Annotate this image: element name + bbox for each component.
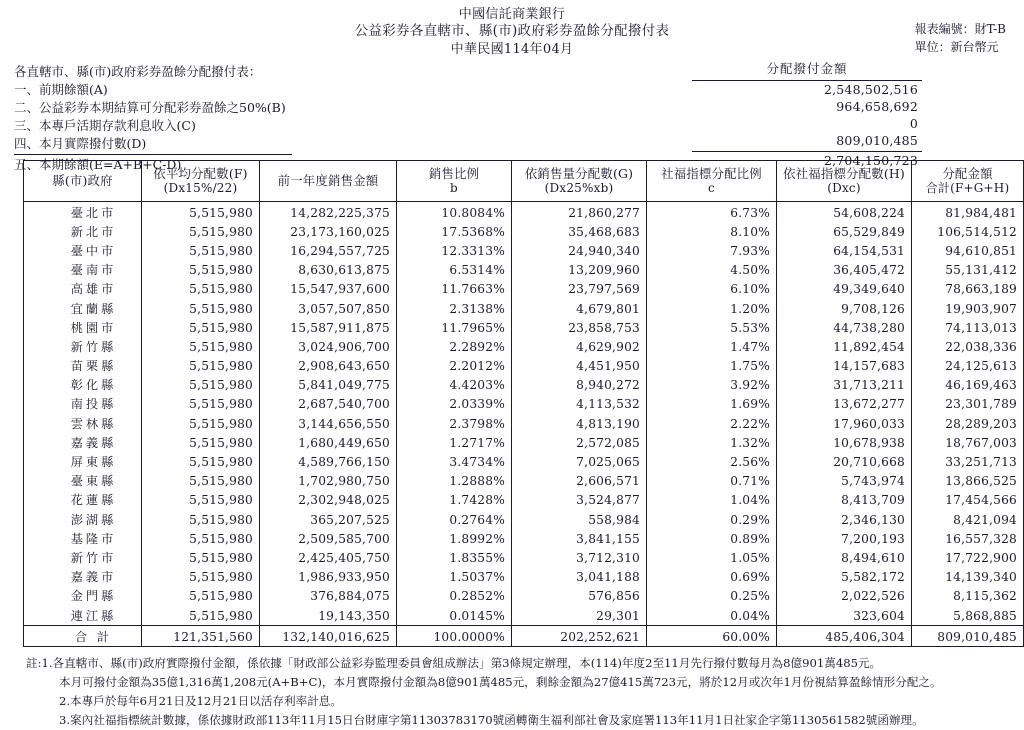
cell-welfare-ratio: 0.25% bbox=[647, 587, 777, 606]
cell-welfare-alloc: 7,200,193 bbox=[777, 529, 912, 548]
table-total-row bbox=[24, 626, 1024, 647]
cell-prev-sales: 3,024,906,700 bbox=[260, 337, 397, 356]
cell-total-amount: 74,113,013 bbox=[912, 318, 1024, 337]
report-title: 公益彩券各直轄市、縣(市)政府彩券盈餘分配撥付表 bbox=[354, 23, 670, 40]
cell-sales-ratio: 2.0339% bbox=[397, 395, 512, 414]
cell-total-amount: 16,557,328 bbox=[912, 529, 1024, 548]
cell-average-alloc: 5,515,980 bbox=[142, 549, 260, 568]
summary-amount-column bbox=[692, 60, 922, 171]
cell-sales-ratio: 1.7428% bbox=[397, 491, 512, 510]
cell-city: 臺中市 bbox=[24, 242, 142, 261]
cell-average-alloc: 5,515,980 bbox=[142, 491, 260, 510]
cell-total-amount: 78,663,189 bbox=[912, 280, 1024, 299]
table-row bbox=[24, 433, 1024, 452]
cell-average-alloc: 5,515,980 bbox=[142, 280, 260, 299]
cell-total-amount: 55,131,412 bbox=[912, 261, 1024, 280]
cell-prev-sales: 15,547,937,600 bbox=[260, 280, 397, 299]
table-row bbox=[24, 568, 1024, 587]
table-row bbox=[24, 491, 1024, 510]
cell-city: 基隆市 bbox=[24, 529, 142, 548]
cell-sales-alloc: 4,113,532 bbox=[512, 395, 647, 414]
cell-welfare-alloc: 64,154,531 bbox=[777, 242, 912, 261]
cell-welfare-alloc: 14,157,683 bbox=[777, 357, 912, 376]
summary-intro: 各直轄市、縣(市)政府彩券盈餘分配撥付表： bbox=[14, 64, 262, 80]
cell-total-amount: 17,454,566 bbox=[912, 491, 1024, 510]
cell-welfare-ratio: 8.10% bbox=[647, 222, 777, 241]
cell-prev-sales: 19,143,350 bbox=[260, 606, 397, 626]
cell-sales-ratio: 17.5368% bbox=[397, 222, 512, 241]
table-row bbox=[24, 202, 1024, 223]
cell-average-alloc: 5,515,980 bbox=[142, 472, 260, 491]
col-header-welfare-alloc-title: 依社福指標分配數(H) bbox=[783, 165, 905, 181]
cell-total-amount: 13,866,525 bbox=[912, 472, 1024, 491]
cell-sales-ratio: 2.3798% bbox=[397, 414, 512, 433]
cell-city: 高雄市 bbox=[24, 280, 142, 299]
cell-average-alloc: 5,515,980 bbox=[142, 414, 260, 433]
cell-welfare-alloc: 5,582,172 bbox=[777, 568, 912, 587]
cell-city: 雲林縣 bbox=[24, 414, 142, 433]
cell-sales-alloc: 7,025,065 bbox=[512, 453, 647, 472]
table-row bbox=[24, 299, 1024, 318]
cell-welfare-ratio: 0.71% bbox=[647, 472, 777, 491]
cell-welfare-alloc: 17,960,033 bbox=[777, 414, 912, 433]
table-row bbox=[24, 453, 1024, 472]
cell-average-alloc: 5,515,980 bbox=[142, 242, 260, 261]
cell-average-alloc: 5,515,980 bbox=[142, 202, 260, 223]
cell-prev-sales: 365,207,525 bbox=[260, 510, 397, 529]
cell-prev-sales: 1,986,933,950 bbox=[260, 568, 397, 587]
table-row bbox=[24, 280, 1024, 299]
cell-sales-alloc: 2,572,085 bbox=[512, 433, 647, 452]
cell-welfare-alloc: 20,710,668 bbox=[777, 453, 912, 472]
table-row bbox=[24, 395, 1024, 414]
cell-welfare-ratio: 6.73% bbox=[647, 202, 777, 223]
cell-average-alloc: 5,515,980 bbox=[142, 529, 260, 548]
col-header-sales-ratio-title: 銷售比例 bbox=[428, 165, 480, 181]
cell-city: 嘉義縣 bbox=[24, 433, 142, 452]
cell-prev-sales: 2,908,643,650 bbox=[260, 357, 397, 376]
cell-sales-alloc: 4,813,190 bbox=[512, 414, 647, 433]
cell-total-amount: 23,301,789 bbox=[912, 395, 1024, 414]
cell-welfare-ratio: 0.04% bbox=[647, 606, 777, 626]
cell-welfare-alloc: 49,349,640 bbox=[777, 280, 912, 299]
allocation-table bbox=[23, 160, 1024, 647]
cell-welfare-ratio: 4.50% bbox=[647, 261, 777, 280]
cell-sales-ratio: 3.4734% bbox=[397, 453, 512, 472]
cell-sales-alloc: 23,858,753 bbox=[512, 318, 647, 337]
col-header-sales-alloc bbox=[512, 161, 647, 202]
cell-average-alloc: 5,515,980 bbox=[142, 453, 260, 472]
cell-welfare-alloc: 65,529,849 bbox=[777, 222, 912, 241]
cell-total-amount: 18,767,003 bbox=[912, 433, 1024, 452]
cell-city: 桃園市 bbox=[24, 318, 142, 337]
cell-welfare-ratio: 1.75% bbox=[647, 357, 777, 376]
cell-welfare-alloc: 2,346,130 bbox=[777, 510, 912, 529]
summary-amount-c: 0 bbox=[909, 115, 918, 131]
summary-amount-b: 964,658,692 bbox=[836, 98, 918, 114]
cell-city: 臺東縣 bbox=[24, 472, 142, 491]
cell-sales-alloc: 4,451,950 bbox=[512, 357, 647, 376]
table-row bbox=[24, 529, 1024, 548]
cell-average-alloc: 5,515,980 bbox=[142, 606, 260, 626]
cell-sales-alloc: 3,041,188 bbox=[512, 568, 647, 587]
cell-welfare-ratio: 6.10% bbox=[647, 280, 777, 299]
table-row bbox=[24, 318, 1024, 337]
table-row bbox=[24, 376, 1024, 395]
table-row bbox=[24, 337, 1024, 356]
cell-total-amount: 22,038,336 bbox=[912, 337, 1024, 356]
cell-welfare-alloc: 36,405,472 bbox=[777, 261, 912, 280]
cell-total-amount: 809,010,485 bbox=[912, 626, 1024, 647]
cell-welfare-ratio: 7.93% bbox=[647, 242, 777, 261]
total-label: 合 計 bbox=[24, 626, 142, 647]
cell-total-amount: 28,289,203 bbox=[912, 414, 1024, 433]
cell-prev-sales: 15,587,911,875 bbox=[260, 318, 397, 337]
cell-city: 屏東縣 bbox=[24, 453, 142, 472]
col-header-sales-alloc-title: 依銷售量分配數(G) bbox=[524, 165, 634, 181]
cell-prev-sales: 2,425,405,750 bbox=[260, 549, 397, 568]
cell-welfare-alloc: 8,494,610 bbox=[777, 549, 912, 568]
cell-city: 苗栗縣 bbox=[24, 357, 142, 376]
cell-sales-alloc: 3,524,877 bbox=[512, 491, 647, 510]
cell-welfare-ratio: 0.89% bbox=[647, 529, 777, 548]
col-header-welfare-ratio-sub: c bbox=[708, 181, 715, 196]
cell-average-alloc: 121,351,560 bbox=[142, 626, 260, 647]
cell-average-alloc: 5,515,980 bbox=[142, 376, 260, 395]
cell-welfare-ratio: 5.53% bbox=[647, 318, 777, 337]
cell-prev-sales: 2,302,948,025 bbox=[260, 491, 397, 510]
report-number: 報表編號：財T-B bbox=[914, 22, 1006, 36]
cell-total-amount: 5,868,885 bbox=[912, 606, 1024, 626]
cell-prev-sales: 4,589,766,150 bbox=[260, 453, 397, 472]
cell-welfare-alloc: 54,608,224 bbox=[777, 202, 912, 223]
cell-sales-alloc: 24,940,340 bbox=[512, 242, 647, 261]
table-body bbox=[24, 202, 1024, 647]
col-header-total-amount-sub: 合計(F+G+H) bbox=[925, 181, 1010, 196]
report-period: 中華民國114年04月 bbox=[450, 41, 574, 57]
cell-total-amount: 24,125,613 bbox=[912, 357, 1024, 376]
cell-sales-ratio: 0.0145% bbox=[397, 606, 512, 626]
cell-average-alloc: 5,515,980 bbox=[142, 357, 260, 376]
cell-prev-sales: 5,841,049,775 bbox=[260, 376, 397, 395]
cell-sales-alloc: 13,209,960 bbox=[512, 261, 647, 280]
cell-total-amount: 17,722,900 bbox=[912, 549, 1024, 568]
cell-city: 澎湖縣 bbox=[24, 510, 142, 529]
footnote-2: 2.本專戶於每年6月21日及12月21日以活存利率計息。 bbox=[59, 694, 342, 708]
cell-welfare-ratio: 1.20% bbox=[647, 299, 777, 318]
cell-sales-alloc: 8,940,272 bbox=[512, 376, 647, 395]
cell-welfare-alloc: 5,743,974 bbox=[777, 472, 912, 491]
cell-city: 嘉義市 bbox=[24, 568, 142, 587]
col-header-prev-sales-title: 前一年度銷售金額 bbox=[277, 172, 379, 188]
footnote-3: 3.案內社福指標統計數據，係依據財政部113年11月15日台財庫字第11303783170號函轉衛生福利部社會及家庭署113年11月1日社家企字第1130561582號函辦理。 bbox=[59, 712, 924, 727]
col-header-sales-alloc-sub: (Dx25%xb) bbox=[544, 181, 614, 196]
table-row bbox=[24, 510, 1024, 529]
cell-city: 彰化縣 bbox=[24, 376, 142, 395]
col-header-sales-ratio-sub: b bbox=[450, 181, 458, 196]
cell-average-alloc: 5,515,980 bbox=[142, 261, 260, 280]
cell-total-amount: 14,139,340 bbox=[912, 568, 1024, 587]
cell-welfare-ratio: 60.00% bbox=[647, 626, 777, 647]
table-row bbox=[24, 414, 1024, 433]
table-row bbox=[24, 606, 1024, 626]
cell-welfare-ratio: 1.47% bbox=[647, 337, 777, 356]
cell-welfare-ratio: 1.04% bbox=[647, 491, 777, 510]
cell-sales-ratio: 2.2012% bbox=[397, 357, 512, 376]
cell-prev-sales: 3,057,507,850 bbox=[260, 299, 397, 318]
table-row bbox=[24, 242, 1024, 261]
cell-welfare-alloc: 8,413,709 bbox=[777, 491, 912, 510]
cell-average-alloc: 5,515,980 bbox=[142, 433, 260, 452]
cell-welfare-ratio: 1.69% bbox=[647, 395, 777, 414]
cell-total-amount: 8,421,094 bbox=[912, 510, 1024, 529]
cell-welfare-ratio: 2.22% bbox=[647, 414, 777, 433]
cell-prev-sales: 2,687,540,700 bbox=[260, 395, 397, 414]
cell-city: 新竹縣 bbox=[24, 337, 142, 356]
cell-welfare-alloc: 323,604 bbox=[777, 606, 912, 626]
cell-sales-alloc: 29,301 bbox=[512, 606, 647, 626]
report-meta bbox=[915, 20, 1006, 56]
col-header-welfare-ratio-title: 社福指標分配比例 bbox=[661, 165, 762, 181]
cell-city: 宜蘭縣 bbox=[24, 299, 142, 318]
col-header-city-title: 縣(市)政府 bbox=[52, 172, 113, 188]
cell-sales-ratio: 1.2717% bbox=[397, 433, 512, 452]
cell-city: 南投縣 bbox=[24, 395, 142, 414]
footnote-1: 註:1.各直轄市、縣(市)政府實際撥付金額，係依據「財政部公益彩券監理委員會組成辦法」第3條規定辦理，本(114)年度2至11月先行撥付數每月為8億901萬485元。 bbox=[26, 656, 882, 671]
cell-average-alloc: 5,515,980 bbox=[142, 587, 260, 606]
cell-sales-alloc: 202,252,621 bbox=[512, 626, 647, 647]
summary-line-d: 四、本月實際撥付數(D) bbox=[14, 134, 292, 155]
footnote-1-cont: 本月可撥付金額為35億1,316萬1,208元(A+B+C)，本月實際撥付金額為8億901萬485元，剩餘金額為27億415萬723元，將於12月或次年1月份視結算盈餘情形分配之。 bbox=[59, 675, 942, 690]
col-header-total-amount-title: 分配金額 bbox=[942, 165, 993, 181]
cell-sales-alloc: 4,629,902 bbox=[512, 337, 647, 356]
cell-prev-sales: 132,140,016,625 bbox=[260, 626, 397, 647]
cell-welfare-alloc: 485,406,304 bbox=[777, 626, 912, 647]
summary-amount-total: 2,704,150,723 bbox=[823, 152, 918, 168]
cell-sales-alloc: 558,984 bbox=[512, 510, 647, 529]
summary-line-e: 五、本期餘額(E=A+B+C-D) bbox=[14, 157, 182, 173]
table-row bbox=[24, 587, 1024, 606]
currency-unit: 單位：新台幣元 bbox=[914, 40, 999, 54]
cell-sales-ratio: 1.8355% bbox=[397, 549, 512, 568]
cell-sales-alloc: 3,841,155 bbox=[512, 529, 647, 548]
summary-line-a: 一、前期餘額(A) bbox=[14, 82, 108, 98]
cell-sales-ratio: 12.3313% bbox=[397, 242, 512, 261]
cell-welfare-alloc: 2,022,526 bbox=[777, 587, 912, 606]
cell-sales-ratio: 6.5314% bbox=[397, 261, 512, 280]
cell-prev-sales: 2,509,585,700 bbox=[260, 529, 397, 548]
cell-total-amount: 8,115,362 bbox=[912, 587, 1024, 606]
cell-sales-ratio: 4.4203% bbox=[397, 376, 512, 395]
cell-city: 花蓮縣 bbox=[24, 491, 142, 510]
cell-welfare-alloc: 31,713,211 bbox=[777, 376, 912, 395]
cell-welfare-ratio: 0.29% bbox=[647, 510, 777, 529]
cell-city: 臺北市 bbox=[24, 202, 142, 223]
cell-sales-ratio: 2.3138% bbox=[397, 299, 512, 318]
cell-average-alloc: 5,515,980 bbox=[142, 222, 260, 241]
cell-welfare-ratio: 3.92% bbox=[647, 376, 777, 395]
title-block bbox=[12, 6, 1012, 58]
cell-average-alloc: 5,515,980 bbox=[142, 395, 260, 414]
cell-welfare-alloc: 9,708,126 bbox=[777, 299, 912, 318]
cell-prev-sales: 23,173,160,025 bbox=[260, 222, 397, 241]
cell-total-amount: 33,251,713 bbox=[912, 453, 1024, 472]
cell-welfare-alloc: 11,892,454 bbox=[777, 337, 912, 356]
table-row bbox=[24, 472, 1024, 491]
cell-prev-sales: 16,294,557,725 bbox=[260, 242, 397, 261]
cell-city: 臺南市 bbox=[24, 261, 142, 280]
cell-sales-alloc: 3,712,310 bbox=[512, 549, 647, 568]
cell-welfare-alloc: 10,678,938 bbox=[777, 433, 912, 452]
cell-sales-ratio: 11.7663% bbox=[397, 280, 512, 299]
cell-prev-sales: 3,144,656,550 bbox=[260, 414, 397, 433]
cell-city: 連江縣 bbox=[24, 606, 142, 626]
col-header-welfare-alloc-sub: (Dxc) bbox=[827, 181, 861, 196]
cell-sales-alloc: 23,797,569 bbox=[512, 280, 647, 299]
cell-sales-ratio: 2.2892% bbox=[397, 337, 512, 356]
cell-welfare-alloc: 13,672,277 bbox=[777, 395, 912, 414]
cell-prev-sales: 1,680,449,650 bbox=[260, 433, 397, 452]
cell-welfare-ratio: 2.56% bbox=[647, 453, 777, 472]
table-row bbox=[24, 357, 1024, 376]
col-header-average-sub: (Dx15%/22) bbox=[163, 181, 238, 196]
cell-sales-alloc: 2,606,571 bbox=[512, 472, 647, 491]
cell-city: 新竹市 bbox=[24, 549, 142, 568]
cell-prev-sales: 8,630,613,875 bbox=[260, 261, 397, 280]
cell-average-alloc: 5,515,980 bbox=[142, 510, 260, 529]
cell-total-amount: 94,610,851 bbox=[912, 242, 1024, 261]
cell-welfare-alloc: 44,738,280 bbox=[777, 318, 912, 337]
cell-total-amount: 106,514,512 bbox=[912, 222, 1024, 241]
cell-sales-ratio: 11.7965% bbox=[397, 318, 512, 337]
table-row bbox=[24, 222, 1024, 241]
cell-prev-sales: 14,282,225,375 bbox=[260, 202, 397, 223]
cell-sales-ratio: 1.5037% bbox=[397, 568, 512, 587]
col-header-average-title: 依平均分配數(F) bbox=[153, 165, 248, 181]
cell-average-alloc: 5,515,980 bbox=[142, 318, 260, 337]
summary-amount-header: 分配撥付金額 bbox=[692, 60, 922, 81]
cell-sales-ratio: 1.2888% bbox=[397, 472, 512, 491]
summary-line-b: 二、公益彩券本期結算可分配彩券盈餘之50%(B) bbox=[14, 100, 286, 116]
summary-item-list bbox=[14, 62, 444, 173]
cell-sales-ratio: 10.8084% bbox=[397, 202, 512, 223]
cell-city: 金門縣 bbox=[24, 587, 142, 606]
cell-sales-ratio: 100.0000% bbox=[397, 626, 512, 647]
bank-name: 中國信託商業銀行 bbox=[458, 7, 566, 22]
cell-total-amount: 81,984,481 bbox=[912, 202, 1024, 223]
cell-sales-alloc: 21,860,277 bbox=[512, 202, 647, 223]
cell-sales-alloc: 35,468,683 bbox=[512, 222, 647, 241]
cell-total-amount: 46,169,463 bbox=[912, 376, 1024, 395]
cell-average-alloc: 5,515,980 bbox=[142, 299, 260, 318]
cell-prev-sales: 376,884,075 bbox=[260, 587, 397, 606]
cell-welfare-ratio: 1.32% bbox=[647, 433, 777, 452]
cell-sales-ratio: 0.2764% bbox=[397, 510, 512, 529]
table-row bbox=[24, 261, 1024, 280]
cell-sales-alloc: 576,856 bbox=[512, 587, 647, 606]
cell-prev-sales: 1,702,980,750 bbox=[260, 472, 397, 491]
cell-welfare-ratio: 0.69% bbox=[647, 568, 777, 587]
cell-sales-alloc: 4,679,801 bbox=[512, 299, 647, 318]
col-header-total-amount bbox=[912, 161, 1024, 202]
cell-sales-ratio: 1.8992% bbox=[397, 529, 512, 548]
cell-city: 新北市 bbox=[24, 222, 142, 241]
summary-line-c: 三、本專戶活期存款利息收入(C) bbox=[14, 118, 196, 134]
cell-average-alloc: 5,515,980 bbox=[142, 337, 260, 356]
table-row bbox=[24, 549, 1024, 568]
cell-sales-ratio: 0.2852% bbox=[397, 587, 512, 606]
cell-welfare-ratio: 1.05% bbox=[647, 549, 777, 568]
summary-amount-a: 2,548,502,516 bbox=[823, 81, 918, 97]
summary-amount-d: 809,010,485 bbox=[692, 132, 922, 152]
cell-average-alloc: 5,515,980 bbox=[142, 568, 260, 587]
cell-total-amount: 19,903,907 bbox=[912, 299, 1024, 318]
